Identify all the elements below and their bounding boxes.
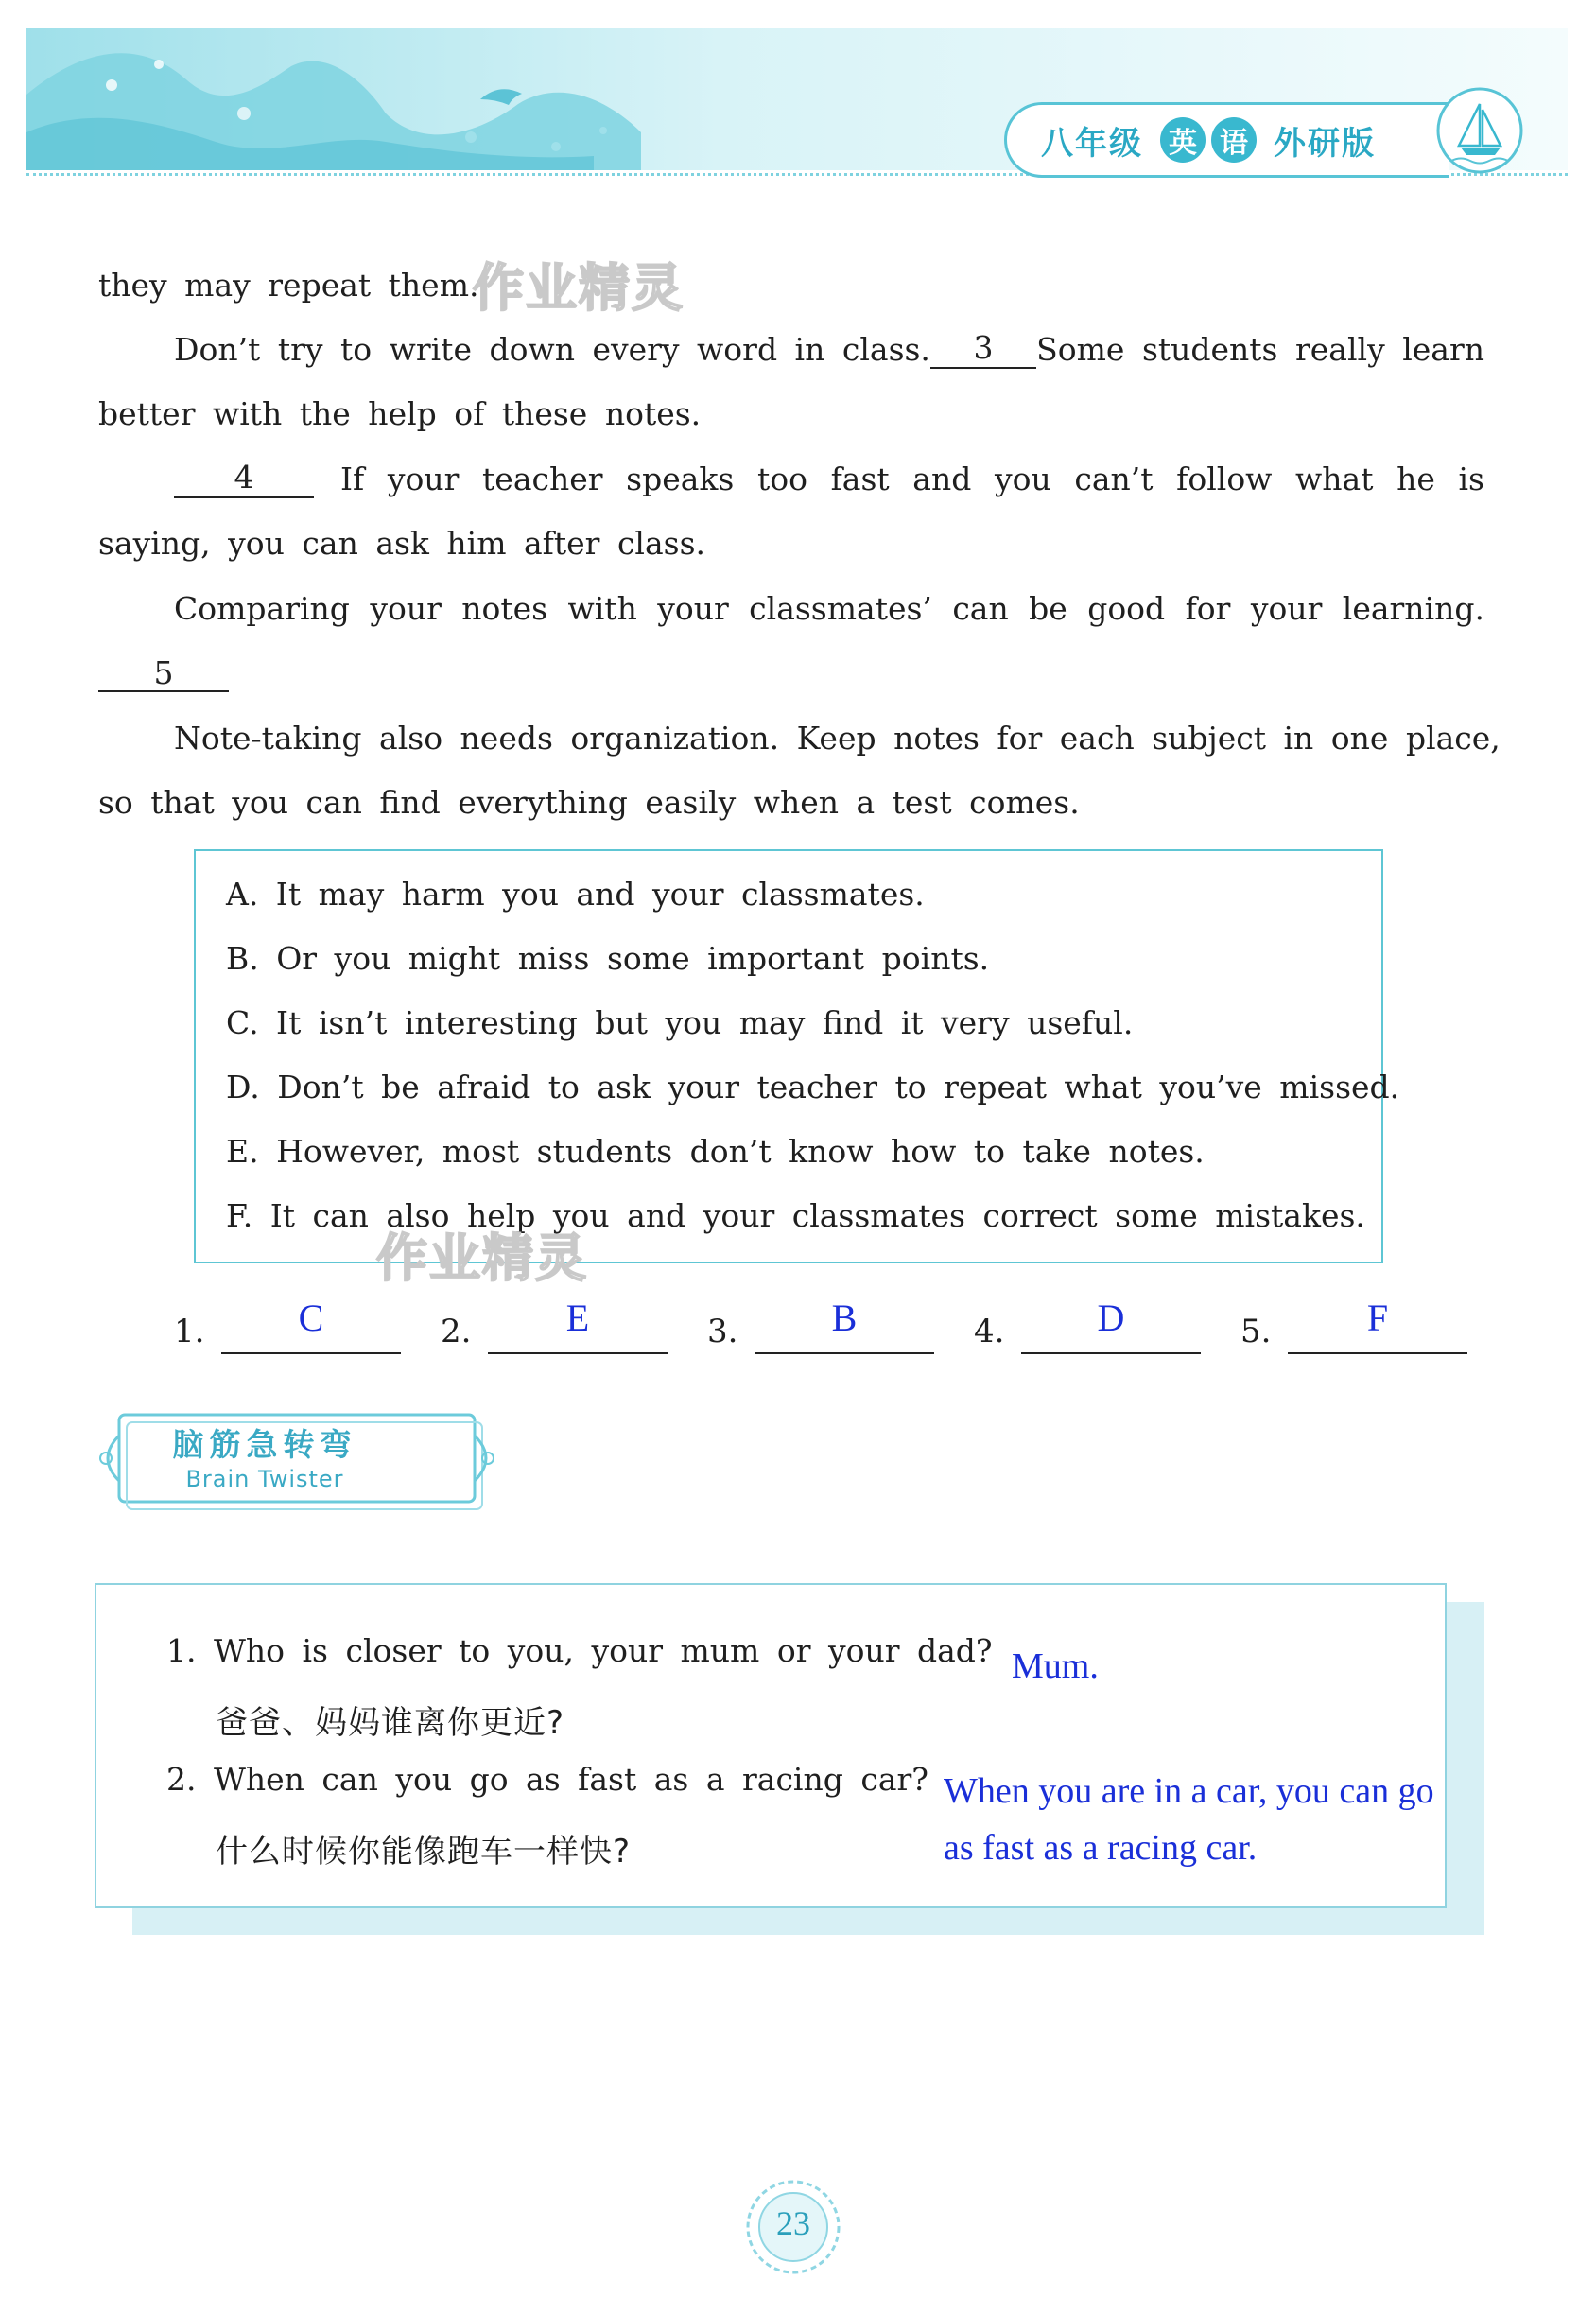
answer-3-value: B: [831, 1297, 858, 1339]
passage-p2-b: Some students really learn: [1036, 331, 1484, 368]
page-number: 23: [776, 2204, 810, 2242]
passage-line-7: [98, 654, 229, 692]
answer-4-number: 4.: [974, 1313, 1005, 1350]
option-c: C. It isn’t interesting but you may find it very useful.: [226, 1004, 1134, 1041]
passage-line-6: Comparing your notes with your classmates’ can be good for your learning.: [174, 590, 1484, 627]
subject-badge-1: 英: [1160, 117, 1206, 163]
question-1-cn: 爸爸、妈妈谁离你更近?: [216, 1704, 565, 1742]
option-b: B. Or you might miss some important points.: [226, 940, 990, 977]
passage-p3-a: If your teacher speaks too fast and you can’t follow what he is: [340, 461, 1484, 497]
passage-line-9: so that you can find everything easily when a test comes.: [98, 784, 1080, 821]
question-2-en: 2. When can you go as fast as a racing car?: [166, 1761, 928, 1798]
passage-line-8: Note-taking also needs organization. Keep notes for each subject in one place,: [174, 720, 1501, 757]
answer-3-number: 3.: [707, 1313, 738, 1350]
edition-label: 外研版: [1274, 124, 1376, 163]
blank-4: 4: [174, 461, 314, 498]
option-a: A. It may harm you and your classmates.: [226, 876, 925, 913]
edition-tab: [1004, 102, 1449, 178]
blank-5: 5: [98, 656, 229, 692]
option-d: D. Don’t be afraid to ask your teacher to repeat what you’ve missed.: [226, 1069, 1400, 1105]
option-e: E. However, most students don’t know how to take notes.: [226, 1133, 1205, 1170]
blank-3: 3: [930, 331, 1036, 369]
answer-5-line: [1288, 1352, 1467, 1354]
answer-4-value: D: [1097, 1297, 1125, 1339]
answer-1-number: 1.: [174, 1313, 205, 1350]
passage-line-2: [174, 331, 1484, 369]
answer-4-line: [1021, 1352, 1201, 1354]
answer-1-value: C: [298, 1297, 324, 1339]
passage-p2-a: Don’t try to write down every word in class.: [174, 331, 930, 368]
answer-2-number: 2.: [441, 1313, 472, 1350]
watermark-middle: 作业精灵: [376, 1228, 588, 1288]
option-f: F. It can also help you and your classmates correct some mistakes.: [226, 1197, 1365, 1234]
answer-1-line: [221, 1352, 401, 1354]
answer-twister-2-line1: When you are in a car, you can go: [944, 1771, 1434, 1811]
grade-label: 八年级: [1041, 124, 1143, 163]
options-box: [194, 849, 1400, 1263]
brain-twister-title-cn: 脑筋急转弯: [172, 1426, 357, 1463]
answer-2-value: E: [565, 1297, 590, 1339]
answer-twister-2-line2: as fast as a racing car.: [944, 1828, 1258, 1868]
subject-badges: [1160, 117, 1257, 163]
answer-3-line: [755, 1352, 934, 1354]
passage-line-1: they may repeat them.: [98, 267, 479, 304]
answer-twister-1: Mum.: [1012, 1646, 1099, 1686]
sailboat-icon: [1432, 83, 1527, 178]
brain-twister-title-en: Brain Twister: [185, 1466, 344, 1492]
question-2-cn: 什么时候你能像跑车一样快?: [216, 1833, 632, 1871]
passage-line-3: better with the help of these notes.: [98, 395, 702, 432]
passage-line-4: [174, 461, 1484, 498]
question-1-en: 1. Who is closer to you, your mum or your dad?: [166, 1632, 993, 1669]
watermark-top: 作业精灵: [473, 258, 685, 318]
passage-line-5: saying, you can ask him after class.: [98, 525, 706, 562]
subject-badge-2: 语: [1211, 117, 1257, 163]
answer-2-line: [488, 1352, 668, 1354]
answer-5-number: 5.: [1240, 1313, 1272, 1350]
answer-5-value: F: [1366, 1297, 1389, 1339]
